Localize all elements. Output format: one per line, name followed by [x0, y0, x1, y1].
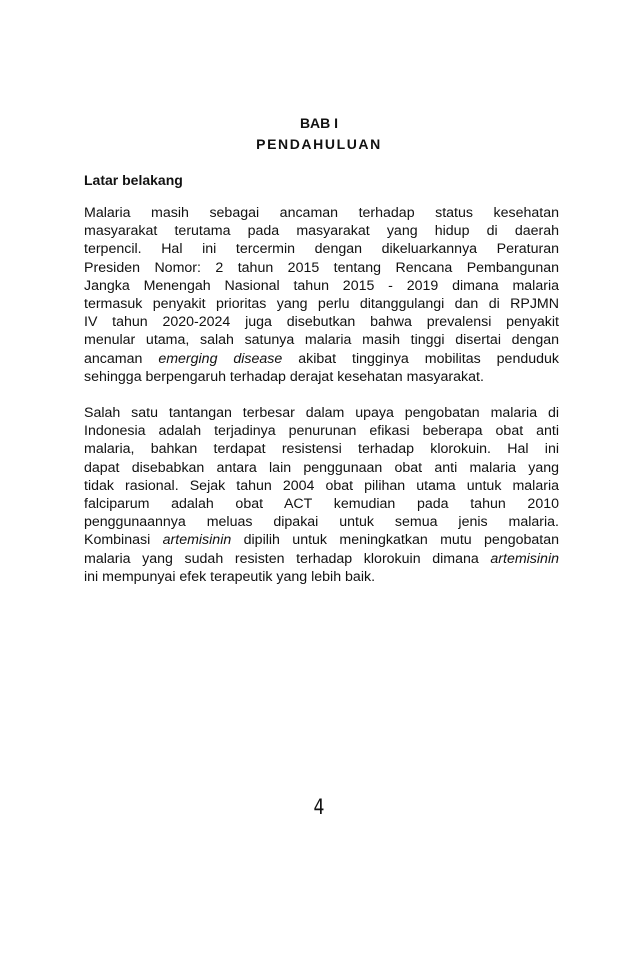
paragraph-line: Indonesia adalah terjadinya penurunan efikasi beberapa obat anti: [84, 423, 559, 440]
chapter-title: PENDAHULUAN: [256, 136, 382, 152]
chapter-number: BAB I: [299, 115, 339, 131]
paragraph-line: menular utama, salah satunya malaria masih tinggi disertai dengan: [84, 332, 559, 349]
text-run: malaria yang sudah resisten terhadap klorokuin dimana: [84, 550, 491, 567]
paragraph-line: Malaria masih sebagai ancaman terhadap status kesehatan: [84, 205, 559, 221]
paragraph-2: [84, 404, 559, 586]
italic-term: emerging disease: [158, 350, 283, 367]
text-run: Kombinasi: [84, 532, 163, 549]
paragraph-line: [84, 350, 559, 368]
paragraph-line: [84, 550, 559, 568]
paragraph-line: ini mempunyai efek terapeutik yang lebih baik.: [84, 568, 376, 585]
paragraph-line: dapat disebabkan antara lain penggunaan obat anti malaria yang: [84, 459, 559, 476]
section-heading: Latar belakang: [84, 172, 183, 188]
paragraph-line: Salah satu tantangan terbesar dalam upaya pengobatan malaria di: [84, 405, 559, 421]
italic-term: artemisinin: [490, 550, 559, 567]
paragraph-line: sehingga berpengaruh terhadap derajat kesehatan masyarakat.: [84, 368, 484, 385]
paragraph-line: tidak rasional. Sejak tahun 2004 obat pilihan utama untuk malaria: [84, 477, 559, 494]
paragraph-line: Presiden Nomor: 2 tahun 2015 tentang Rencana Pembangunan: [84, 259, 559, 276]
chapter-header: [0, 113, 638, 155]
paragraph-line: malaria, bahkan terdapat resistensi terhadap klorokuin. Hal ini: [84, 441, 559, 458]
text-run: dipilih untuk meningkatkan mutu pengobatan: [231, 532, 559, 549]
paragraph-line: terpencil. Hal ini tercermin dengan dikeluarkannya Peraturan: [84, 241, 559, 258]
paragraph-1: [84, 204, 559, 386]
paragraph-line: IV tahun 2020-2024 juga disebutkan bahwa prevalensi penyakit: [84, 314, 559, 331]
paragraph-line: termasuk penyakit prioritas yang perlu ditanggulangi dan di RPJMN: [84, 296, 559, 313]
paragraph-line: Jangka Menengah Nasional tahun 2015 - 2019 dimana malaria: [84, 277, 559, 294]
page-number: 4: [313, 795, 325, 819]
paragraph-line: penggunaannya meluas dipakai untuk semua jenis malaria.: [84, 514, 559, 531]
text-run: ancaman: [84, 350, 159, 367]
italic-term: artemisinin: [162, 532, 232, 549]
paragraph-line: masyarakat terutama pada masyarakat yang hidup di daerah: [84, 223, 559, 240]
text-run: akibat tingginya mobilitas penduduk: [282, 350, 559, 367]
paragraph-line: falciparum adalah obat ACT kemudian pada tahun 2010: [84, 496, 559, 513]
paragraph-line: [84, 531, 559, 549]
